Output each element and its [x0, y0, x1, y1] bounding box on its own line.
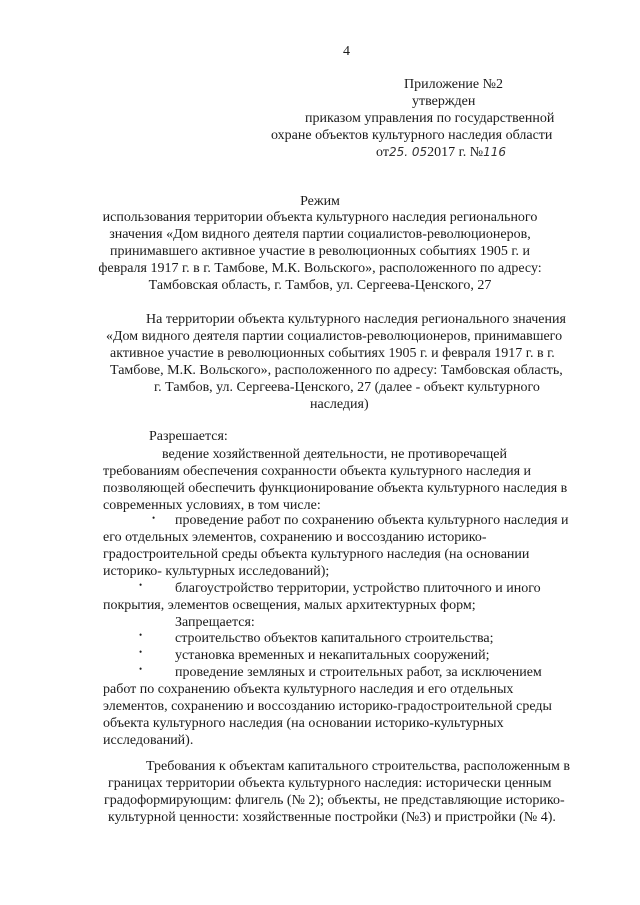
- prohibited-item-line: объекта культурного наследия (на основании историко-культурных: [103, 716, 504, 731]
- intro-line: «Дом видного деятеля партии социалистов-революционеров, принимавшего: [106, 329, 563, 344]
- requirements-line: границах территории объекта культурного наследия: исторически ценным: [108, 776, 552, 791]
- intro-line: г. Тамбов, ул. Сергеева-Ценского, 27 (далее - объект культурного: [154, 380, 540, 395]
- appendix-order: приказом управления по государственной: [305, 111, 555, 126]
- permitted-line: ведение хозяйственной деятельности, не противоречащей: [162, 447, 507, 462]
- bullet-icon: •: [139, 630, 143, 640]
- intro-line: Тамбове, М.К. Вольского», расположенного по адресу: Тамбовская область,: [110, 363, 563, 378]
- date-prefix: от: [376, 145, 389, 160]
- regime-heading: Режим: [300, 194, 340, 209]
- title-line: значения «Дом видного деятеля партии социалистов-революционеров,: [109, 227, 531, 242]
- permitted-item-line: покрытия, элементов освещения, малых архитектурных форм;: [103, 598, 476, 613]
- prohibited-item-line: элементов, сохранению и воссозданию историко-градостроительной среды: [103, 699, 552, 714]
- permitted-item-line: его отдельных элементов, сохранению и воссозданию историко-: [103, 530, 487, 545]
- prohibited-item-line: работ по сохранению объекта культурного наследия и его отдельных: [103, 682, 514, 697]
- requirements-line: градоформирующим: флигель (№ 2); объекты, не представляющие историко-: [104, 793, 565, 808]
- prohibited-heading: Запрещается:: [175, 615, 255, 630]
- permitted-line: позволяющей обеспечить функционирование объекта культурного наследия в: [103, 481, 568, 496]
- page-number: 4: [343, 44, 350, 59]
- handwritten-number: 116: [483, 145, 507, 159]
- bullet-icon: •: [139, 664, 143, 674]
- prohibited-item: строительство объектов капитального строительства;: [175, 631, 494, 646]
- handwritten-date: 25. 05: [388, 145, 428, 159]
- appendix-date-line: [376, 144, 506, 161]
- permitted-line: требованиям обеспечения сохранности объекта культурного наследия и: [103, 464, 532, 479]
- appendix-authority: охране объектов культурного наследия области: [271, 128, 553, 143]
- date-year: 2017 г. №: [427, 145, 484, 160]
- prohibited-item: установка временных и некапитальных сооружений;: [175, 648, 490, 663]
- prohibited-item-line: проведение земляных и строительных работ, за исключением: [175, 665, 542, 680]
- permitted-line: современных условиях, в том числе:: [103, 498, 321, 513]
- requirements-line: культурной ценности: хозяйственные постройки (№3) и пристройки (№ 4).: [108, 810, 556, 825]
- title-line: принимавшего активное участие в революционных событиях 1905 г. и: [109, 244, 531, 259]
- intro-line: наследия): [310, 397, 369, 412]
- bullet-icon: •: [152, 513, 156, 523]
- permitted-item-line: историко- культурных исследований);: [103, 564, 330, 579]
- requirements-line: Требования к объектам капитального строительства, расположенным в: [146, 759, 571, 774]
- title-line: февраля 1917 г. в г. Тамбове, М.К. Вольского», расположенного по адресу:: [98, 261, 542, 276]
- intro-line: На территории объекта культурного наследия регионального значения: [146, 312, 566, 327]
- permitted-item-line: проведение работ по сохранению объекта культурного наследия и: [175, 513, 569, 528]
- prohibited-item-line: исследований).: [103, 733, 194, 748]
- permitted-item-line: благоустройство территории, устройство плиточного и иного: [175, 581, 541, 596]
- title-line: Тамбовская область, г. Тамбов, ул. Сергеева-Ценского, 27: [148, 278, 492, 293]
- bullet-icon: •: [139, 647, 143, 657]
- appendix-approved: утвержден: [412, 94, 476, 109]
- bullet-icon: •: [139, 580, 143, 590]
- permitted-heading: Разрешается:: [149, 429, 228, 444]
- appendix-title: Приложение №2: [404, 77, 503, 92]
- permitted-item-line: градостроительной среды объекта культурного наследия (на основании: [103, 547, 530, 562]
- title-line: использования территории объекта культурного наследия регионального: [102, 210, 538, 225]
- intro-line: активное участие в революционных событиях 1905 г. и февраля 1917 г. в г.: [110, 346, 555, 361]
